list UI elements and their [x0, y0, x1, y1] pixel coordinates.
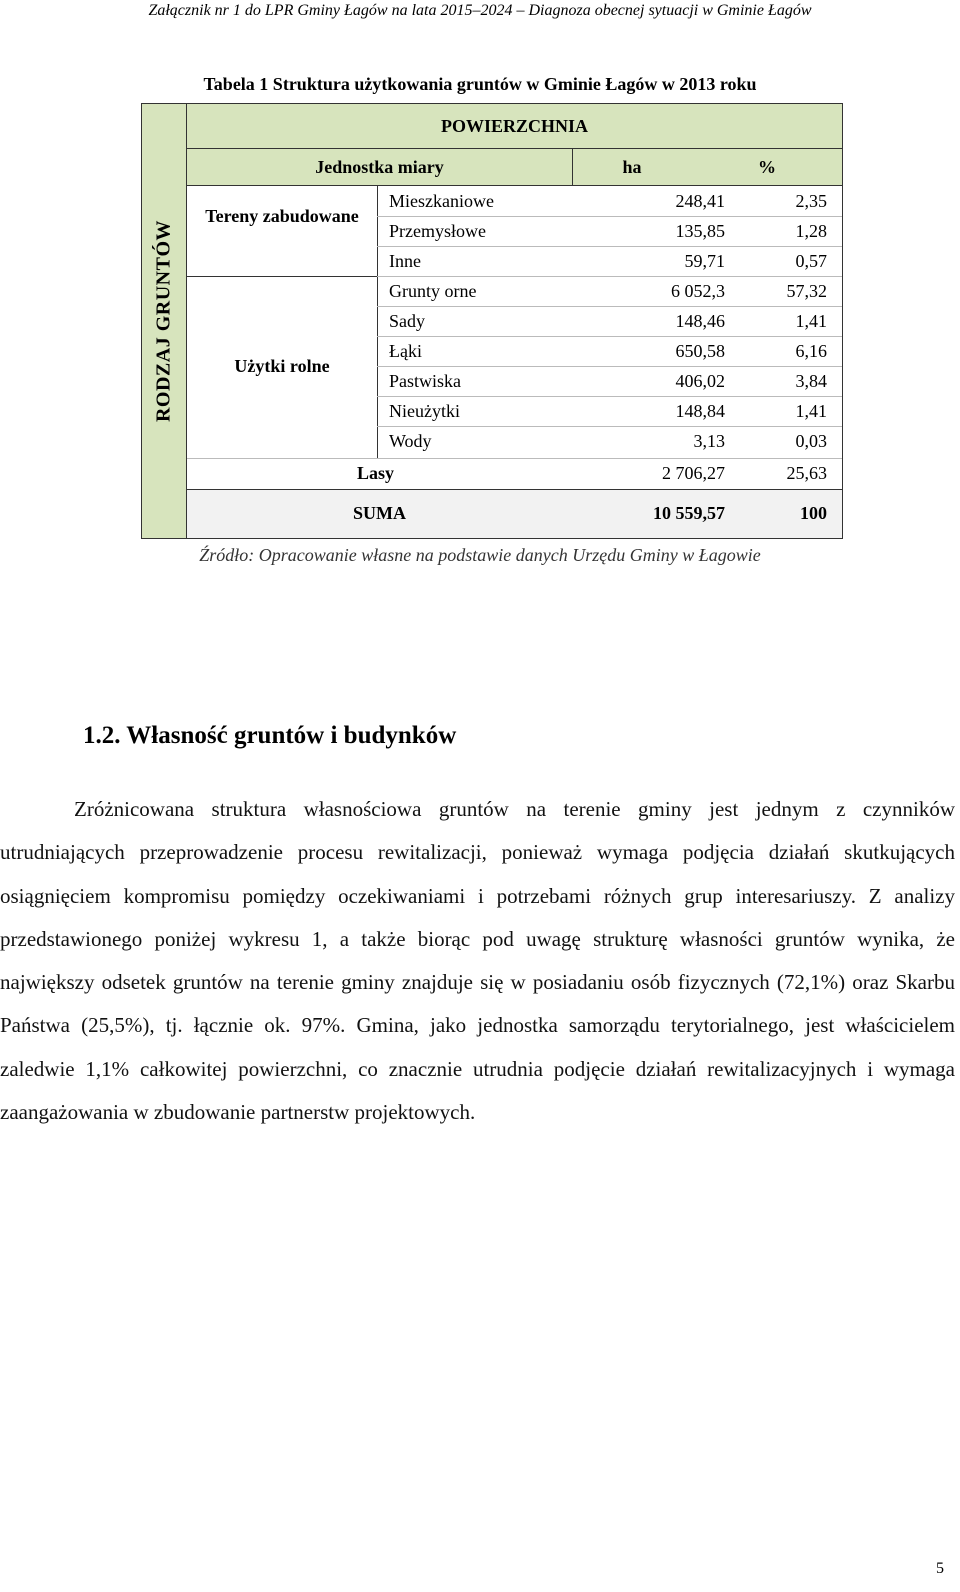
table-row: [377, 276, 842, 306]
row-name: Łąki: [389, 341, 422, 361]
table-row-lasy: [187, 458, 842, 488]
row-ha: 148,84: [675, 401, 725, 421]
header-pct: %: [758, 157, 776, 177]
row-name: Wody: [389, 431, 432, 451]
page-header: Załącznik nr 1 do LPR Gminy Łagów na lata 2015–2024 – Diagnoza obecnej sytuacji w Gminie Łagów: [148, 2, 812, 19]
row-pct: 2,35: [795, 191, 827, 211]
table-row-suma: [187, 489, 842, 538]
row-pct: 25,63: [786, 463, 827, 483]
table-row: [377, 396, 842, 426]
table-row: [377, 246, 842, 276]
body-paragraph: Zróżnicowana struktura własnościowa gruntów na terenie gminy jest jednym z czynników utrudniających przeprowadzenie procesu rewitalizacji, ponieważ wymaga podjęcia działań skutkujących osiągnięciem kompromisu pomiędzy oczekiwaniami i potrzebami różnych grup interesariuszy. Z analizy przedstawionego poniżej wykresu 1, a także biorąc pod uwagę strukturę własności gruntów wynika, że największy odsetek gruntów na terenie gminy znajduje się w posiadaniu osób fizycznych (72,1%) oraz Skarbu Państwa (25,5%), tj. łącznie ok. 97%. Gmina, jako jednostka samorządu terytorialnego, jest właścicielem zaledwie 1,1% całkowitej powierzchni, co znacznie utrudnia podjęcie działań rewitalizacyjnych i wymaga zaangażowania w zbudowanie partnerstw projektowych.: [0, 797, 955, 1125]
suma-pct: 100: [800, 503, 827, 523]
divider: [572, 149, 573, 186]
row-ha: 59,71: [684, 251, 725, 271]
row-pct: 1,28: [795, 221, 827, 241]
row-pct: 6,16: [795, 341, 827, 361]
table-row: [377, 366, 842, 396]
table-row: [377, 186, 842, 216]
table-row: [377, 216, 842, 246]
row-pct: 1,41: [795, 311, 827, 331]
row-ha: 650,58: [675, 341, 725, 361]
row-ha: 3,13: [693, 431, 725, 451]
row-name: Pastwiska: [389, 371, 461, 391]
row-name: Nieużytki: [389, 401, 460, 421]
row-pct: 57,32: [786, 281, 827, 301]
header-powierzchnia: POWIERZCHNIA: [187, 104, 842, 149]
header-unit: Jednostka miary: [315, 157, 444, 177]
table-row: [377, 336, 842, 366]
divider: [187, 276, 377, 277]
table-source: Źródło: Opracowanie własne na podstawie danych Urzędu Gminy w Łagowie: [199, 545, 761, 565]
group-tereny-zabudowane: [187, 204, 377, 228]
row-name: Lasy: [357, 463, 395, 483]
side-label: RODZAJ GRUNTÓW: [152, 219, 175, 423]
row-name: Grunty orne: [389, 281, 477, 301]
group-uzytki-rolne: [187, 354, 377, 378]
row-pct: 1,41: [795, 401, 827, 421]
header-units-row: [187, 149, 842, 186]
group-label: Użytki rolne: [234, 356, 330, 376]
suma-ha: 10 559,57: [653, 503, 725, 523]
row-name: Sady: [389, 311, 425, 331]
row-ha: 148,46: [675, 311, 725, 331]
row-pct: 3,84: [795, 371, 827, 391]
row-name: Inne: [389, 251, 421, 271]
land-use-table: [141, 103, 843, 539]
table-row: [377, 426, 842, 456]
row-ha: 135,85: [675, 221, 725, 241]
row-ha: 6 052,3: [671, 281, 725, 301]
row-name: Przemysłowe: [389, 221, 486, 241]
row-pct: 0,57: [795, 251, 827, 271]
row-name: Mieszkaniowe: [389, 191, 494, 211]
suma-label: SUMA: [353, 503, 406, 523]
group-label: Tereny zabudowane: [205, 206, 359, 226]
row-ha: 248,41: [675, 191, 725, 211]
table-row: [377, 306, 842, 336]
table-caption: Tabela 1 Struktura użytkowania gruntów w Gminie Łagów w 2013 roku: [203, 74, 757, 94]
row-ha: 2 706,27: [662, 463, 725, 483]
row-pct: 0,03: [795, 431, 827, 451]
header-ha: ha: [622, 157, 642, 177]
row-ha: 406,02: [675, 371, 725, 391]
page-number: 5: [936, 1560, 944, 1577]
table-side-header: [142, 104, 187, 538]
section-title: 1.2. Własność gruntów i budynków: [83, 722, 457, 749]
